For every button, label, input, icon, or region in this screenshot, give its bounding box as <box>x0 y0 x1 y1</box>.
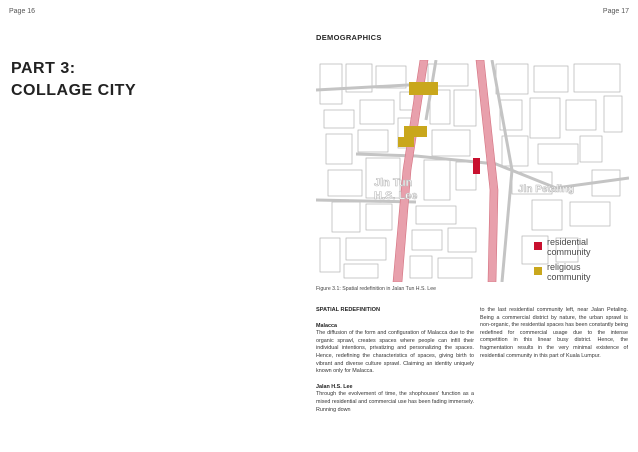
legend-label-residential-line1: residential <box>547 237 589 247</box>
paragraph-jalan-hslee: Through the evolvement of time, the shophouses' function as a mixed residential and commercial use has been fading immersely. Running down <box>316 391 474 413</box>
legend-swatch-religious <box>534 267 542 275</box>
religious-community-block <box>398 137 414 147</box>
residential-community-block <box>473 158 480 174</box>
section-heading: SPATIAL REDEFINITION <box>316 307 381 313</box>
part-title <box>11 58 136 102</box>
figure-caption: Figure 3.1: Spatial redefinition in Jalan Tun H.S. Lee <box>316 286 436 292</box>
street-label-hslee-line2: H.S. Lee <box>374 190 418 202</box>
legend-label-religious-line1: religious <box>547 262 581 272</box>
page-number-left: Page 16 <box>9 8 36 15</box>
site-map-drawing <box>316 60 629 282</box>
subheading-malacca: Malacca <box>316 322 337 329</box>
street-label-hslee-line1: Jln Tun <box>374 177 413 189</box>
subheading-jalan-hslee: Jalan H.S. Lee <box>316 383 353 390</box>
text-column-left <box>316 307 474 414</box>
religious-community-block <box>404 126 427 137</box>
paragraph-malacca: The diffusion of the form and configuration of Malacca due to the organic sprawl, creates spaces where people can infill their individual intentions, privatizing and personalizing the spaces. Hence, redefining the characteristics of spaces, giving birth to vibrant and diverse culture sprawl. Claiming an identity uniquely known only for Malacca. <box>316 330 474 375</box>
street-label-petaling: Jln Petaling <box>518 184 575 195</box>
highlighted-roads <box>393 60 498 282</box>
part-title-line1: PART 3: <box>11 60 76 77</box>
legend-swatch-residential <box>534 242 542 250</box>
section-title: DEMOGRAPHICS <box>316 33 382 42</box>
paragraph-continued: to the last residential community left, near Jalan Petaling. Being a commercial district by nature, the urban sprawl is non-organic, the residential spaces has been constantly being redefined for commercial usage due to the intense competition in this linear busy district. Hence, the fragmentation results in the very minimal existence of residential community in this part of Kuala Lumpur. <box>480 307 628 359</box>
text-column-right <box>480 307 628 360</box>
part-title-line2: COLLAGE CITY <box>11 82 137 99</box>
legend-label-religious-line2: community <box>547 272 591 282</box>
legend-label-residential-line2: community <box>547 247 591 257</box>
religious-community-block <box>409 82 438 95</box>
site-map <box>316 60 629 282</box>
page-number-right: Page 17 <box>602 8 629 15</box>
